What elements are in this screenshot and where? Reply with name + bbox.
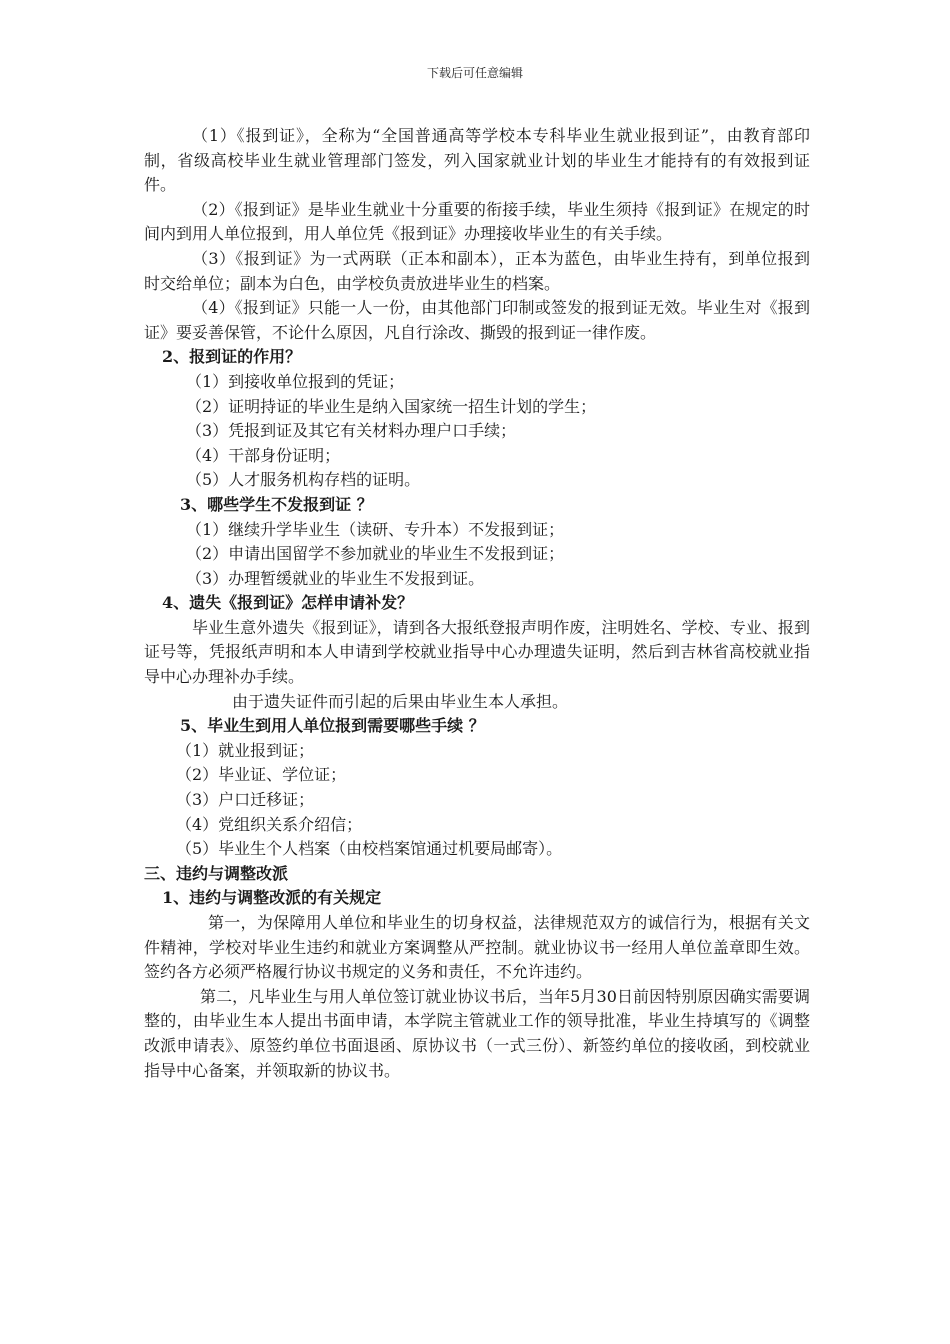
paragraph-2: （2）《报到证》是毕业生就业十分重要的衔接手续，毕业生须持《报到证》在规定的时间内到用人单位报到，用人单位凭《报到证》办理接收毕业生的有关手续。 [144,199,810,244]
list-item: （5）毕业生个人档案（由校档案馆通过机要局邮寄）。 [176,839,563,859]
list-item: （3）办理暂缓就业的毕业生不发报到证。 [186,568,485,588]
heading-2: 2、报到证的作用？ [162,347,302,367]
heading-4: 4、遗失《报到证》怎样申请补发？ [162,593,414,613]
list-item: （4）党组织关系介绍信； [176,814,363,834]
heading-3: 3、哪些学生不发报到证 ？ [180,494,373,514]
page-header: 下载后可任意编辑 [426,66,523,80]
list-item: （4）干部身份证明； [186,445,341,465]
paragraph-8: 第二，凡毕业生与用人单位签订就业协议书后，当年5月30日前因特别原因确实需要调整的，由毕业生本人提出书面申请，本学院主管就业工作的领导批准，毕业生持填写的《调整改派申请表》、原签约单位书面退函、原协议书（一式三份）、新签约单位的接收函，到校就业指导中心备案，并领取新的协议书。 [144,986,810,1080]
list-item: （2）毕业证、学位证； [176,765,347,785]
list-item: （1）到接收单位报到的凭证； [186,371,405,391]
paragraph-4: （4）《报到证》只能一人一份，由其他部门印制或签发的报到证无效。毕业生对《报到证》要妥善保管，不论什么原因，凡自行涂改、撕毁的报到证一律作废。 [144,298,810,342]
list-item: （3）户口迁移证； [176,790,315,810]
subsection-heading: 1、违约与调整改派的有关规定 [162,888,382,908]
list-item: （1）继续升学毕业生（读研、专升本）不发报到证； [186,519,565,539]
list-item: （3）凭报到证及其它有关材料办理户口手续； [186,421,517,441]
heading-5: 5、毕业生到用人单位报到需要哪些手续 ？ [180,716,485,736]
list-item: （2）证明持证的毕业生是纳入国家统一招生计划的学生； [186,396,597,416]
section-heading: 三、违约与调整改派 [144,863,289,883]
paragraph-7: 第一，为保障用人单位和毕业生的切身权益，法律规范双方的诚信行为，根据有关文件精神，学校对毕业生违约和就业方案调整从严控制。就业协议书一经用人单位盖章即生效。签约各方必须严格履行协议书规定的义务和责任，不允许违约。 [144,913,810,982]
list-item: （2）申请出国留学不参加就业的毕业生不发报到证； [186,544,565,564]
list-item: （5）人才服务机构存档的证明。 [186,470,421,490]
paragraph-6: 由于遗失证件而引起的后果由毕业生本人承担。 [232,691,569,711]
list-item: （1）就业报到证； [176,740,315,760]
paragraph-5: 毕业生意外遗失《报到证》，请到各大报纸登报声明作废，注明姓名、学校、专业、报到证号等，凭报纸声明和本人申请到学校就业指导中心办理遗失证明，然后到吉林省高校就业指导中心办理补办手续。 [144,617,810,687]
paragraph-1: （1）《报到证》，全称为“全国普通高等学校本专科毕业生就业报到证”，由教育部印制，省级高校毕业生就业管理部门签发，列入国家就业计划的毕业生才能持有的有效报到证件。 [144,126,810,195]
paragraph-3: （3）《报到证》为一式两联（正本和副本），正本为蓝色，由毕业生持有，到单位报到时交给单位；副本为白色，由学校负责放进毕业生的档案。 [144,248,810,293]
document-body [144,124,810,1083]
